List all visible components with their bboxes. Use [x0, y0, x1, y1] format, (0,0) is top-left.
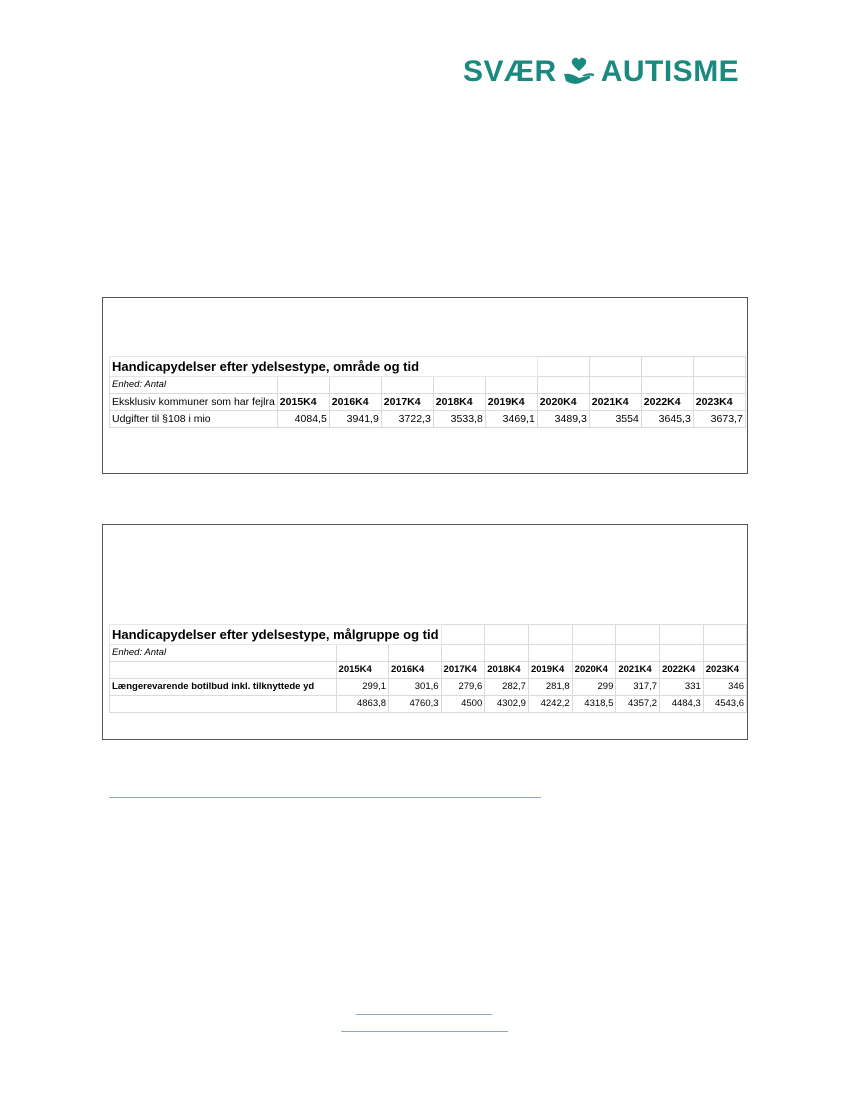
table1-header-row: [110, 394, 746, 411]
table-cell: 3554: [589, 411, 641, 428]
table1-title: Handicapydelser efter ydelsestype, område og tid: [110, 357, 538, 377]
table-cell: 4357,2: [616, 696, 660, 713]
table-cell: 3722,3: [381, 411, 433, 428]
table1-row-label: Udgifter til §108 i mio: [110, 411, 278, 428]
table-cell: 3673,7: [693, 411, 745, 428]
table-cell: 299,1: [336, 679, 388, 696]
link-underline[interactable]: [356, 1014, 492, 1015]
hands-heart-icon: [561, 54, 597, 90]
table2-col-header: 2023K4: [703, 662, 746, 679]
table-cell: 4484,3: [660, 696, 704, 713]
table-cell: 279,6: [441, 679, 485, 696]
table1: [109, 356, 746, 428]
table-row: [110, 411, 746, 428]
table2-col-header: 2018K4: [485, 662, 529, 679]
logo-text-right: AUTISME: [600, 55, 740, 88]
table2-title: Handicapydelser efter ydelsestype, målgruppe og tid: [110, 625, 442, 645]
table1-col-header: 2023K4: [693, 394, 745, 411]
table-cell: 282,7: [485, 679, 529, 696]
table2-header-row: [110, 662, 747, 679]
table2-col-header: 2020K4: [572, 662, 616, 679]
table1-unit: Enhed: Antal: [110, 377, 278, 394]
table-cell: 281,8: [528, 679, 572, 696]
table2-col-header: 2019K4: [528, 662, 572, 679]
table-row: [110, 696, 747, 713]
table-cell: 3469,1: [485, 411, 537, 428]
table1-col-header: 2022K4: [641, 394, 693, 411]
table2-row-label: Længerevarende botilbud inkl. tilknyttede yd: [110, 679, 337, 696]
table-cell: 301,6: [389, 679, 442, 696]
table2-col-header: 2021K4: [616, 662, 660, 679]
link-underline[interactable]: [109, 797, 541, 798]
table-cell: 3533,8: [433, 411, 485, 428]
link-underline[interactable]: [341, 1031, 508, 1032]
table-cell: 317,7: [616, 679, 660, 696]
table-row: [110, 679, 747, 696]
table1-col-header: 2019K4: [485, 394, 537, 411]
table1-col-header: 2017K4: [381, 394, 433, 411]
table-cell: 299: [572, 679, 616, 696]
table2: [109, 624, 747, 713]
table-cell: 4302,9: [485, 696, 529, 713]
table2-row-label: [110, 696, 337, 713]
table2-unit: Enhed: Antal: [110, 645, 337, 662]
table2-col-header: 2022K4: [660, 662, 704, 679]
table1-frame: [102, 297, 748, 474]
svaer-autisme-logo: [463, 52, 739, 92]
table2-col-header: 2015K4: [336, 662, 388, 679]
table-cell: 4543,6: [703, 696, 746, 713]
table-cell: 4500: [441, 696, 485, 713]
table1-col-header: 2016K4: [329, 394, 381, 411]
table2-frame: [102, 524, 748, 740]
table-cell: 3645,3: [641, 411, 693, 428]
table-cell: 4863,8: [336, 696, 388, 713]
logo-text-left: SVÆR: [463, 55, 557, 88]
table-cell: 4760,3: [389, 696, 442, 713]
table-cell: 4318,5: [572, 696, 616, 713]
table2-col-header: 2016K4: [389, 662, 442, 679]
table1-col-header: 2018K4: [433, 394, 485, 411]
table-cell: 4242,2: [528, 696, 572, 713]
table-cell: 346: [703, 679, 746, 696]
table2-col-header: 2017K4: [441, 662, 485, 679]
table1-row-header-label: Eksklusiv kommuner som har fejlra: [110, 394, 278, 411]
table-cell: 3941,9: [329, 411, 381, 428]
table1-col-header: 2020K4: [537, 394, 589, 411]
table1-col-header: 2015K4: [277, 394, 329, 411]
table-cell: 331: [660, 679, 704, 696]
table-cell: 4084,5: [277, 411, 329, 428]
table1-col-header: 2021K4: [589, 394, 641, 411]
table-cell: 3489,3: [537, 411, 589, 428]
